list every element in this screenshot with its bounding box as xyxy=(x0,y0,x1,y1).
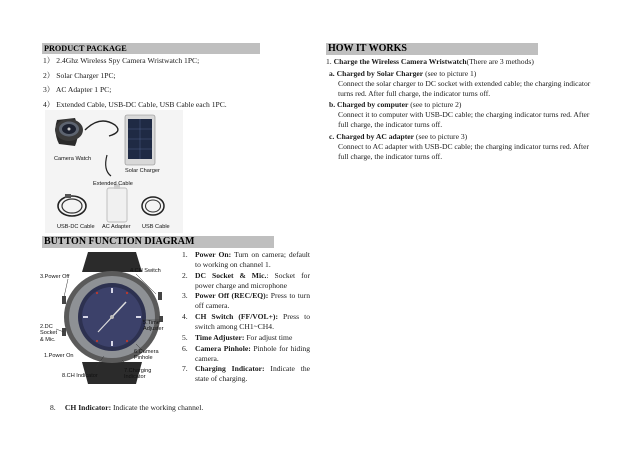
function-item: 1. Power On: Turn on camera; default to working on channel 1. xyxy=(182,250,310,269)
method-b xyxy=(329,100,598,110)
function-item: 5. Time Adjuster: For adjust time xyxy=(182,332,293,342)
button-function-list xyxy=(182,250,310,384)
intro-number: 1. xyxy=(326,57,332,66)
ch-switch-button xyxy=(158,292,162,300)
method-prefix: b. xyxy=(329,100,336,110)
usb-cable-label: USB Cable xyxy=(142,224,170,230)
package-item: 2） Solar Charger 1PC; xyxy=(43,70,116,80)
function-item: 3. Power Off (REC/EQ): Press to turn off camera. xyxy=(182,291,310,311)
diagram-label-camera-pinhole: 6.Camera Pinhole xyxy=(134,349,159,362)
watch-diagram xyxy=(38,250,180,386)
diagram-label-dc-socket: 2.DC Socket & Mic. xyxy=(40,324,58,343)
intro-title: Charge the Wireless Camera Wristwatch xyxy=(333,57,467,66)
function-item: 4. CH Switch (FF/VOL+): Press to switch among CH1~CH4. xyxy=(182,312,310,332)
button-function-heading: BUTTON FUNCTION DIAGRAM xyxy=(42,236,274,248)
method-prefix: a. xyxy=(329,68,335,78)
method-desc: Connect the solar charger to DC socket with extended cable; the charging indicator turns red. After full charge, the indicator turns off. xyxy=(338,78,591,98)
function-item: 8. CH Indicator: Indicate the working channel. xyxy=(50,403,204,412)
solar-charger-image xyxy=(125,115,155,165)
method-ref: (see to picture 2) xyxy=(408,100,462,110)
method-prefix: c. xyxy=(329,132,335,142)
package-list xyxy=(43,56,273,114)
diagram-label-charging-indicator: 7.Charging Indicator xyxy=(124,368,152,381)
how-it-works-heading: HOW IT WORKS xyxy=(326,43,538,55)
method-a xyxy=(329,69,598,79)
ac-adapter-label: AC Adapter xyxy=(102,224,131,230)
package-item: 1） 2.4Ghz Wireless Spy Camera Wristwatch 1PC; xyxy=(43,56,200,65)
method-title: Charged by AC adapter xyxy=(336,132,415,142)
diagram-label-power-off: 3.Power Off xyxy=(40,274,70,280)
function-item: 2. DC Socket & Mic.: Socket for power charge and microphone xyxy=(182,270,310,290)
extended-cable-image xyxy=(106,155,111,176)
package-item: 4） Extended Cable, USB-DC Cable, USB Cable each 1PC. xyxy=(43,99,227,109)
usb-cable-image xyxy=(142,197,164,215)
method-ref: (see to picture 1) xyxy=(423,68,477,78)
camera-watch-label: Camera Watch xyxy=(54,156,92,162)
how-it-works-body xyxy=(326,57,598,162)
power-off-button xyxy=(62,296,66,304)
intro-note: (There are 3 methods) xyxy=(466,57,534,66)
usb-dc-cable-label: USB-DC Cable xyxy=(57,224,95,230)
function-item: 6. Camera Pinhole: Pinhole for hiding camera. xyxy=(182,343,310,363)
diagram-label-time-adjuster: 5.Time Adjuster xyxy=(143,320,164,333)
diagram-label-ch-switch: 4.CH Switch xyxy=(130,268,161,274)
ac-adapter-image xyxy=(107,184,127,222)
charge-intro xyxy=(326,57,598,67)
cable-image xyxy=(85,121,118,136)
diagram-label-power-on: 1.Power On xyxy=(44,353,74,359)
extended-cable-label: Extended Cable xyxy=(93,181,133,187)
package-item: 3） AC Adapter 1 PC; xyxy=(43,85,112,94)
method-desc: Connect it to computer with USB-DC cable; the charging indicator turns red. After full charge, the indicator turns off. xyxy=(338,110,590,130)
method-c xyxy=(329,132,598,142)
usb-dc-cable-image xyxy=(58,194,86,216)
package-photo xyxy=(45,110,183,233)
function-item: 7. Charging Indicator: Indicate the state of charging. xyxy=(182,364,310,384)
method-title: Charged by Solar Charger xyxy=(336,68,424,78)
package-illustration xyxy=(45,110,183,233)
camera-watch-image xyxy=(55,118,83,146)
method-ref: (see to picture 3) xyxy=(414,132,468,142)
method-desc: Connect to AC adapter with USB-DC cable; the charging indicator turns red. After full charge, the indicator turns off. xyxy=(338,141,590,161)
diagram-label-ch-indicator: 8.CH Indicator xyxy=(62,373,98,379)
method-title: Charged by computer xyxy=(337,100,409,110)
solar-charger-label: Solar Charger xyxy=(125,168,160,174)
product-package-heading: PRODUCT PACKAGE xyxy=(42,43,260,54)
